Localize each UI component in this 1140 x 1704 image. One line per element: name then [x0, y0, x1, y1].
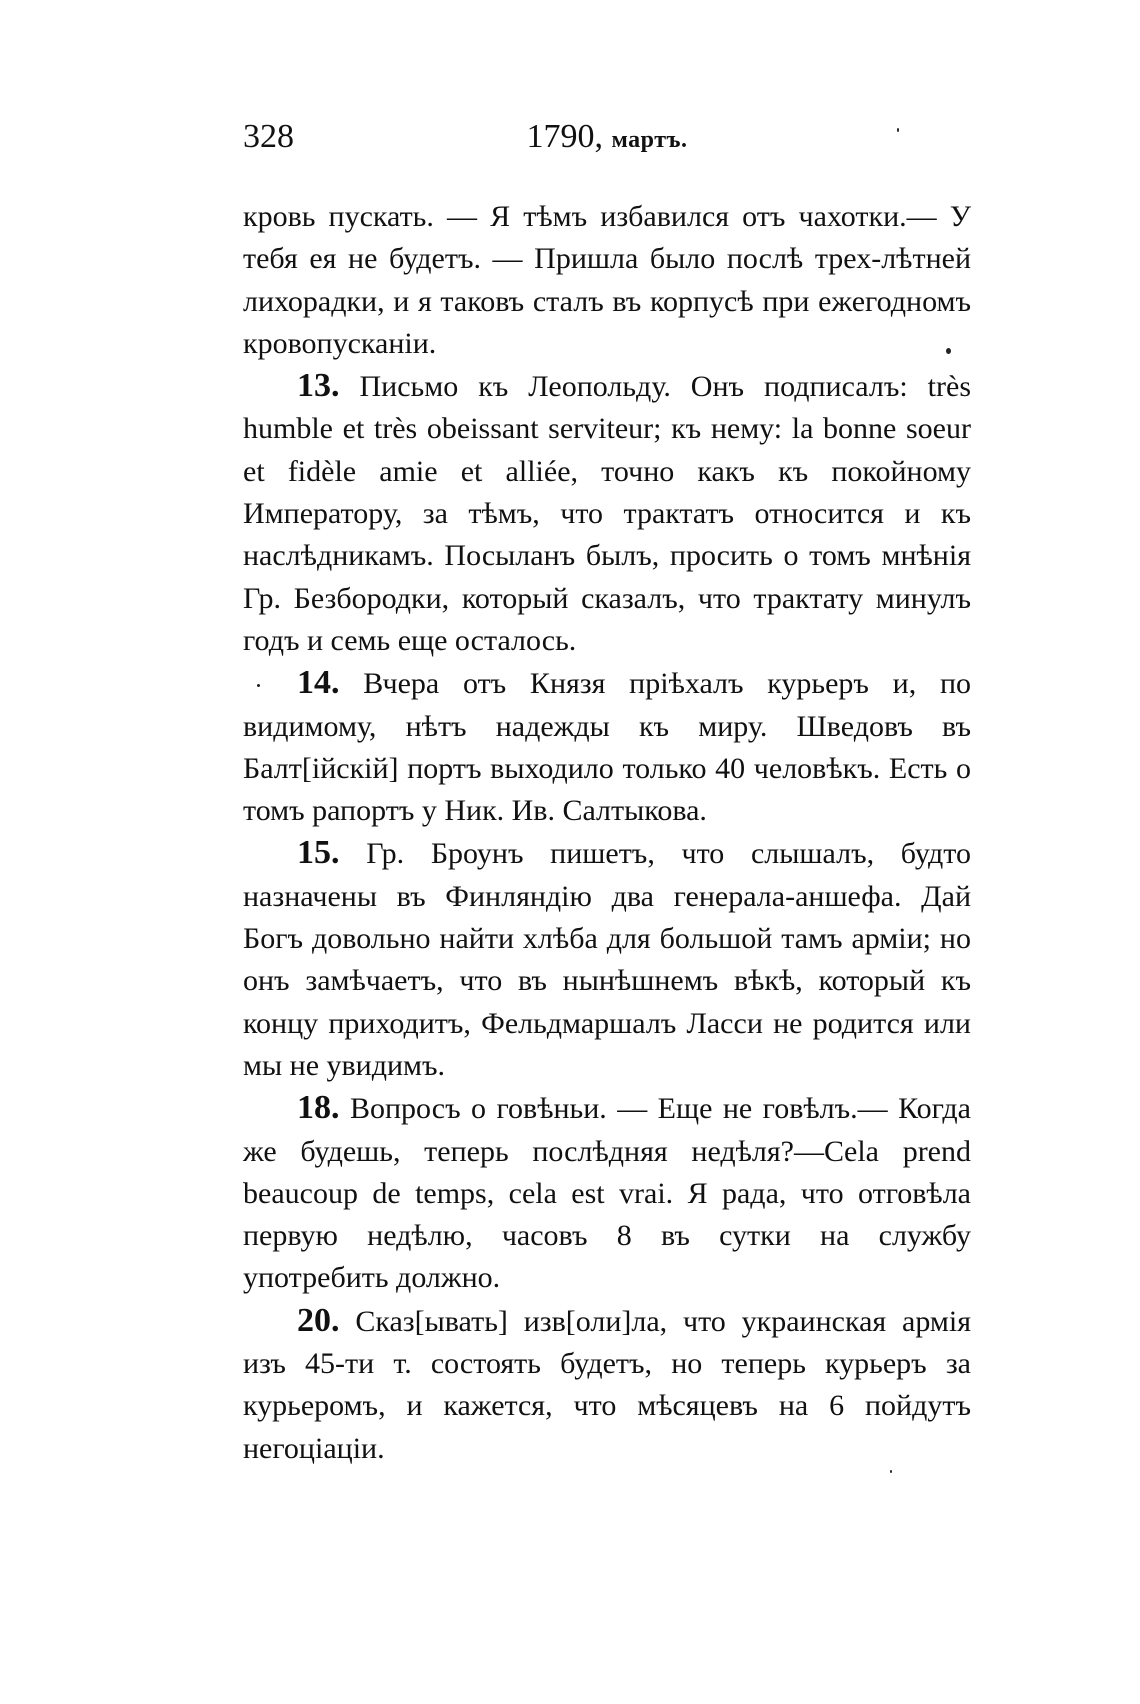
diary-entry-14 [243, 662, 971, 832]
entry-day: 20. [297, 1301, 340, 1339]
print-speck [897, 128, 899, 132]
print-speck [257, 684, 260, 687]
page-number: 328 [243, 118, 294, 155]
print-speck [946, 348, 951, 354]
diary-entry-15 [243, 832, 971, 1087]
running-head-year: 1790, [526, 118, 603, 155]
entry-day: 15. [297, 834, 340, 872]
continuation-paragraph: кровь пускать. — Я тѣмъ избавился отъ чахотки.— У тебя ея не будетъ. — Пришла было послѣ трех-лѣтней лихорадки, и я таковъ сталъ въ корпусѣ при ежегодномъ кровопусканіи. [243, 200, 971, 360]
page-header [243, 118, 971, 164]
entry-text: Вчера отъ Князя пріѣхалъ курьеръ и, по видимому, нѣтъ надежды къ миру. Шведовъ въ Балт[ійскій] портъ выходило только 40 человѣкъ. Есть о томъ рапортъ у Ник. Ив. Салтыкова. [243, 667, 972, 828]
entry-day: 14. [297, 664, 340, 702]
running-head-month: мартъ. [611, 127, 688, 153]
entry-day: 18. [297, 1089, 340, 1127]
entry-text: Сказ[ывать] изв[оли]ла, что украинская армія изъ 45-ти т. состоять будетъ, но теперь курьеръ за курьеромъ, и кажется, что мѣсяцевъ на 6 пойдутъ негоціаціи. [243, 1304, 972, 1465]
diary-entry-13 [243, 365, 971, 662]
entry-day: 13. [297, 367, 340, 405]
entry-text: Вопросъ о говѣньи. — Еще не говѣлъ.— Когда же будешь, теперь послѣдняя недѣля?—Cela prend beaucoup de temps, cela est vrai. Я рада, что отговѣла первую недѣлю, часовъ 8 въ сутки на службу употребить должно. [243, 1092, 971, 1295]
print-speck [890, 1470, 892, 1473]
entry-text: Гр. Броунъ пишетъ, что слышалъ, будто назначены въ Финляндію два генерала-аншефа. Дай Богъ довольно найти хлѣба для большой тамъ арміи; но онъ замѣчаетъ, что въ нынѣшнемъ вѣкѣ, который къ концу приходитъ, Фельдмаршалъ Ласси не родится или мы не увидимъ. [243, 837, 971, 1082]
page-body [243, 196, 971, 1470]
entry-text: Письмо къ Леопольду. Онъ подписалъ: très humble et très obeissant serviteur; къ нему: la bonne soeur et fidèle amie et alliée, точно какъ къ покойному Императору, за тѣмъ, что трактатъ относится и къ наслѣдникамъ. Посыланъ былъ, просить о томъ мнѣнія Гр. Безбородки, который сказалъ, что трактату минулъ годъ и семь еще осталось. [243, 370, 971, 657]
diary-entry-20 [243, 1300, 971, 1470]
diary-entry-18 [243, 1087, 971, 1299]
running-head [243, 118, 971, 156]
